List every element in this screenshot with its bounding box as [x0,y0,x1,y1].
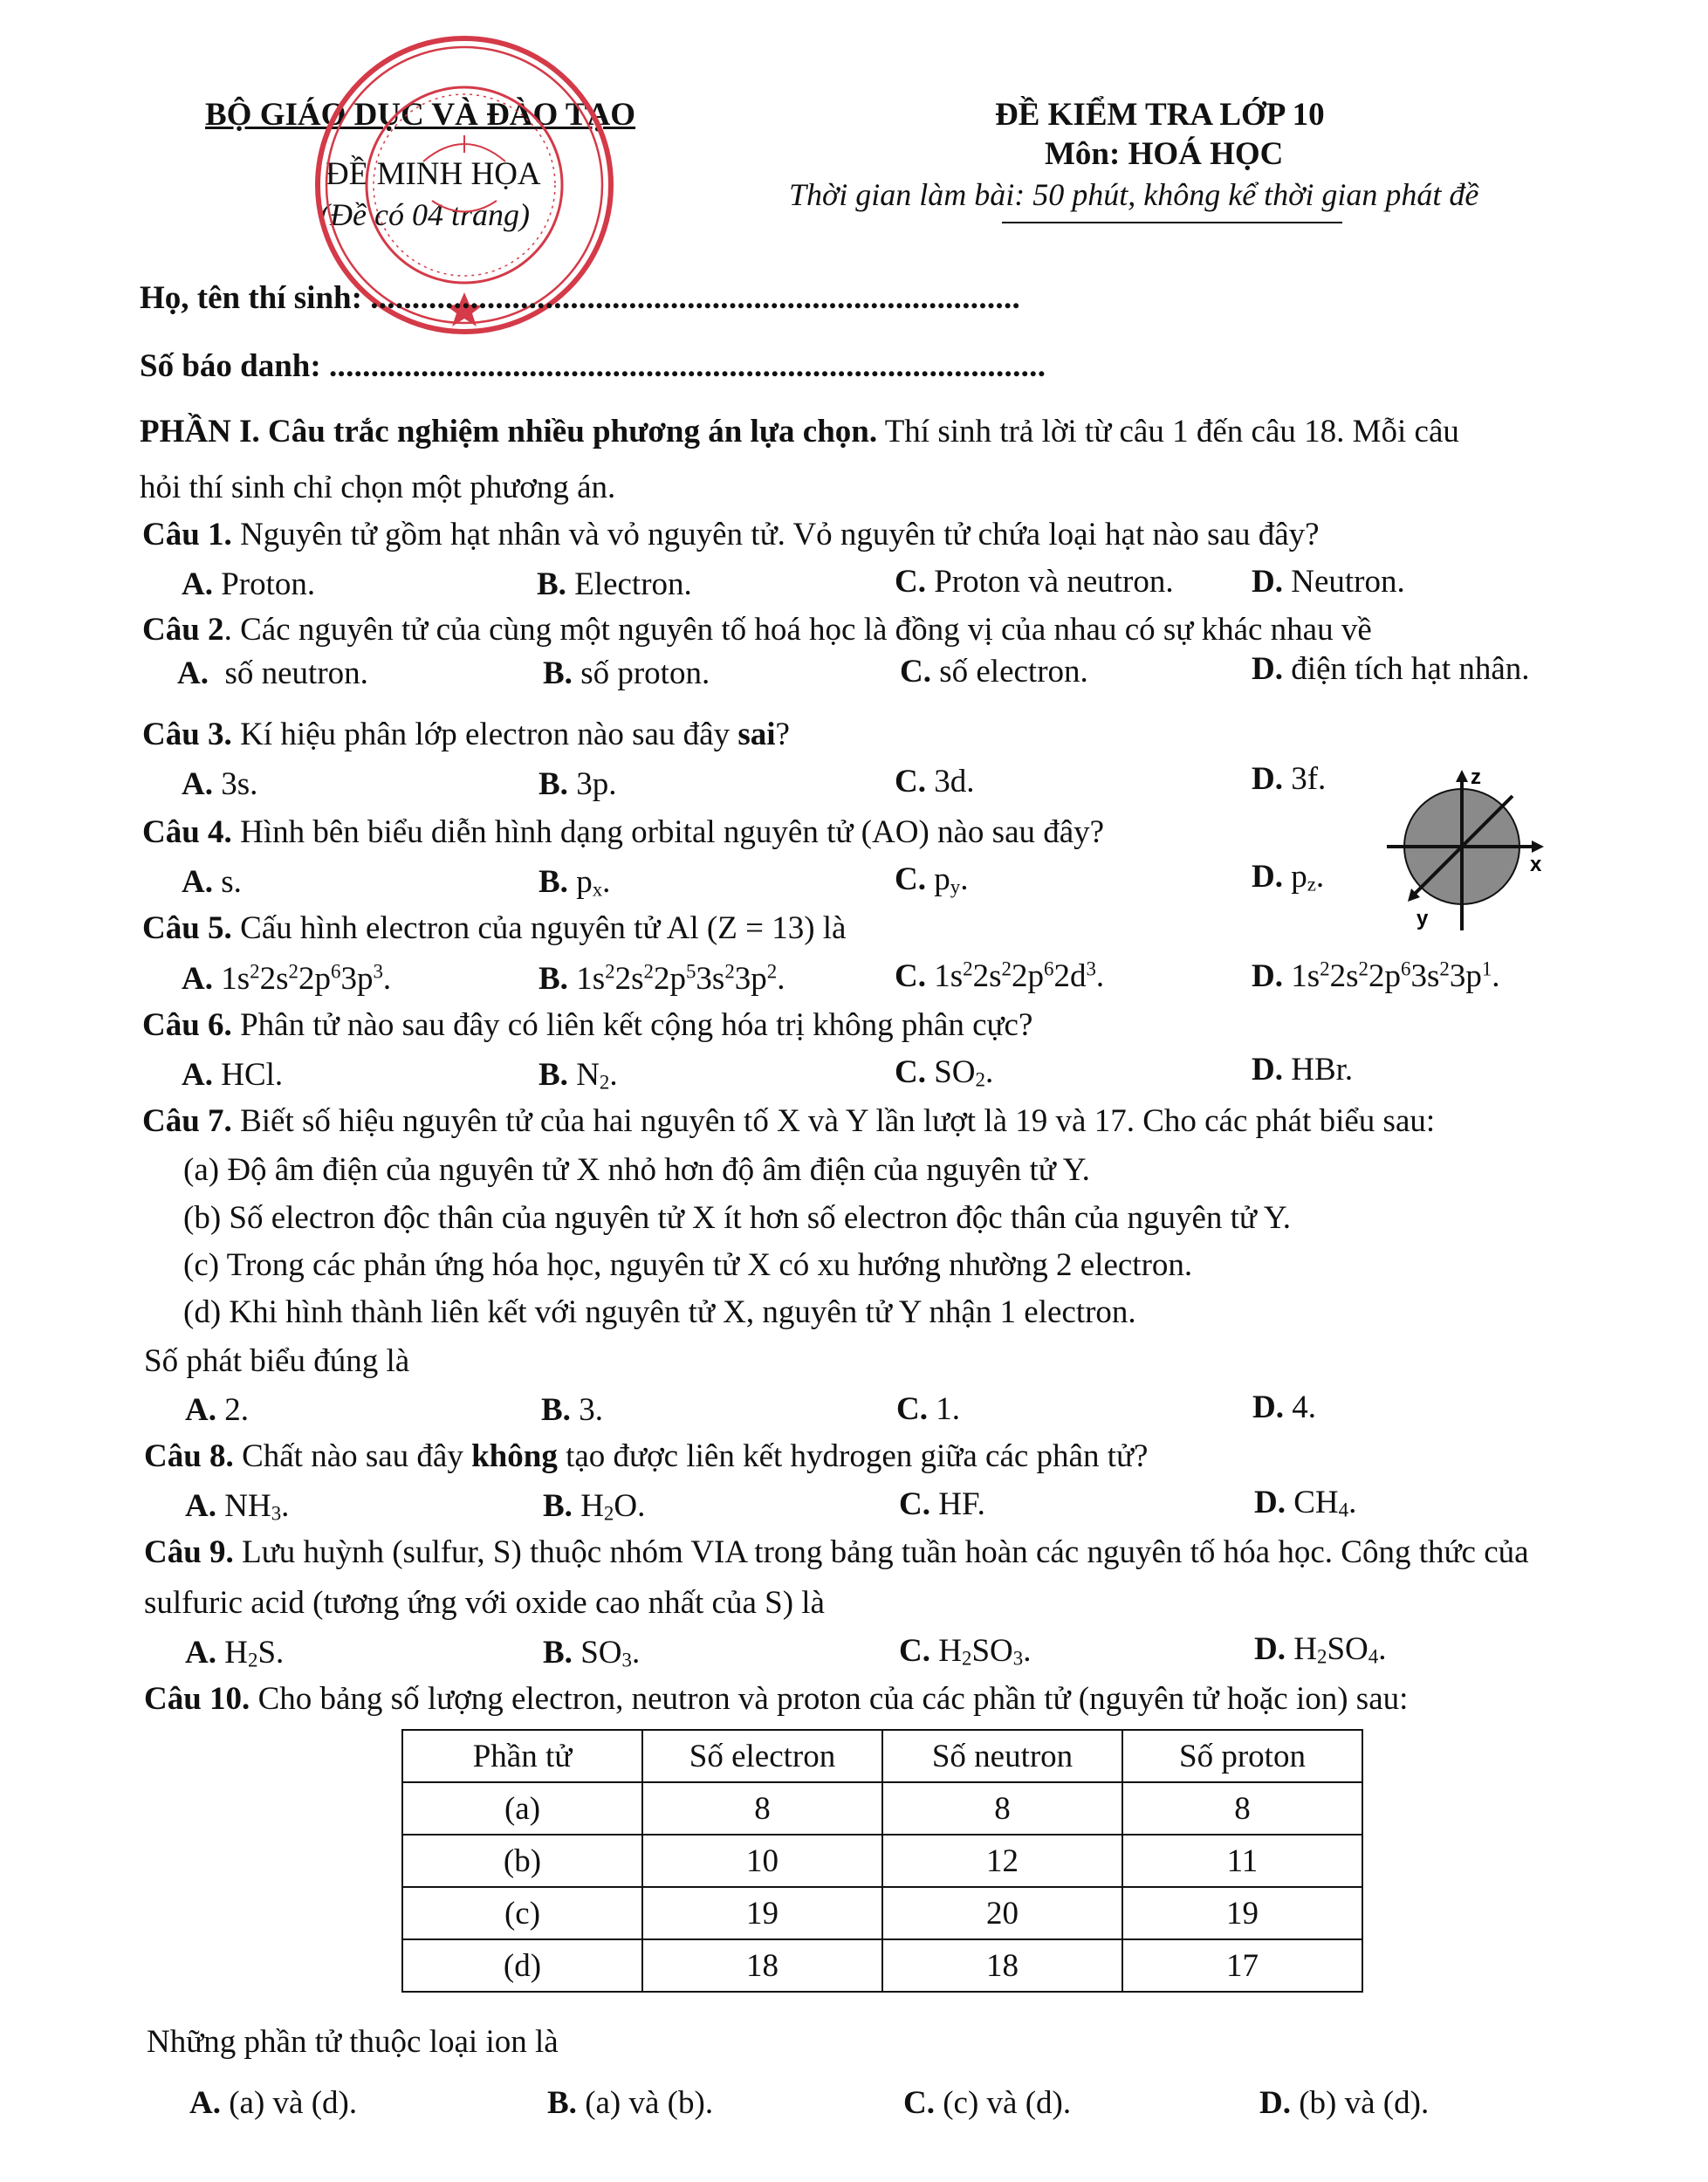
part1-title: PHẦN I. Câu trắc nghiệm nhiều phương án lựa chọn. [140,414,878,449]
q7-option-a[interactable]: A. 2. [185,1392,249,1428]
q6-option-a[interactable]: A. HCl. [182,1057,284,1093]
q4-stem [142,813,1104,851]
table-cell: 18 [642,1939,882,1992]
student-id-row [140,347,1046,385]
q1-stem [142,516,1320,553]
q5-option-d[interactable]: D. $1s^22s^22p^63s^23p^1$. [1252,957,1500,994]
q4-option-c[interactable]: C. $p_y$. [895,861,969,898]
q7-number: Câu 7. [142,1103,232,1139]
table-row [402,1835,1362,1887]
q1-text: Nguyên tử gồm hạt nhân và vỏ nguyên tử. Vỏ nguyên tử chứa loại hạt nào sau đây? [231,517,1320,552]
exam-title: ĐỀ KIỂM TRA LỚP 10 [995,97,1325,133]
q7-option-d[interactable]: D. 4. [1252,1389,1316,1425]
x-arrow-icon [1532,841,1544,853]
q7-option-c[interactable]: C. 1. [896,1391,960,1427]
q10-option-b[interactable]: B. (a) và (b). [547,2085,714,2121]
q9-option-a[interactable]: A. $H_2S$. [185,1635,285,1671]
table-cell: (b) [402,1835,642,1887]
q8-option-a[interactable]: A. $NH_3$. [185,1488,290,1525]
table-cell: (c) [402,1887,642,1939]
q10-option-c[interactable]: C. (c) và (d). [903,2085,1072,2121]
q1-option-a[interactable]: A. Proton. [182,566,316,602]
q8-stem: Câu 8. Chất nào sau đây không tạo được liên kết hydrogen giữa các phân tử? [144,1438,1149,1474]
table-cell: 20 [882,1887,1122,1939]
q3-option-b[interactable]: B. 3p. [538,766,617,802]
q2-option-c[interactable]: C. số electron. [900,654,1088,690]
table-cell: (d) [402,1939,642,1992]
table-cell: 19 [642,1887,882,1939]
table-cell: 10 [642,1835,882,1887]
q6-option-d[interactable]: D. HBr. [1252,1052,1354,1088]
q7-option-b[interactable]: B. 3. [541,1392,603,1428]
subject: Môn: HOÁ HỌC [1045,136,1284,172]
q7-statement-a: (a) Độ âm điện của nguyên tử X nhỏ hơn độ âm điện của nguyên tử Y. [183,1152,1090,1188]
table-cell: 11 [1122,1835,1362,1887]
q7-statement-d: (d) Khi hình thành liên kết với nguyên tử X, nguyên tử Y nhận 1 electron. [183,1294,1136,1330]
table-cell: 18 [882,1939,1122,1992]
seal-emblem-icon [423,135,505,212]
q7-statement-b: (b) Số electron độc thân của nguyên tử X ít hơn số electron độc thân của nguyên tử Y. [183,1200,1292,1236]
part1-heading [140,413,1459,450]
q9-stem [144,1534,1529,1571]
q6-stem [142,1006,1032,1044]
table-row [402,1782,1362,1835]
y-label: y [1416,907,1429,930]
q10-number: Câu 10. [144,1681,250,1717]
table-cell: 19 [1122,1887,1362,1939]
table-cell: 17 [1122,1939,1362,1992]
table-row [402,1939,1362,1992]
q8-option-d[interactable]: D. $CH_4$. [1254,1485,1357,1521]
q5-option-a[interactable]: A. $1s^22s^22p^63p^3$. [182,960,392,997]
q9-option-b[interactable]: B. $SO_3$. [543,1635,641,1671]
q10-option-d[interactable]: D. (b) và (d). [1259,2085,1430,2121]
table-cell: 8 [1122,1782,1362,1835]
q8-option-b[interactable]: B. $H_2O$. [543,1488,646,1525]
q1-option-d[interactable]: D. Neutron. [1252,564,1405,600]
q3-option-a[interactable]: A. 3s. [182,766,258,802]
q5-text: Cấu hình electron của nguyên tử Al (Z = 13) là [231,910,847,946]
q6-text: Phân tử nào sau đây có liên kết cộng hóa trị không phân cực? [231,1007,1033,1043]
x-label: x [1530,853,1542,876]
q9-number: Câu 9. [144,1534,234,1570]
q6-number: Câu 6. [142,1007,232,1043]
q6-option-b[interactable]: B. $N_2$. [538,1057,618,1094]
part1-instruction: Thí sinh trả lời từ câu 1 đến câu 18. Mỗi câu [877,414,1459,449]
q2-text: . Các nguyên tử của cùng một nguyên tố hoá học là đồng vị của nhau có sự khác nhau về [223,612,1372,648]
q4-text: Hình bên biểu diễn hình dạng orbital nguyên tử (AO) nào sau đây? [231,814,1105,850]
student-name-field[interactable]: .............................................................................. [370,280,1021,316]
table-header: Số neutron [882,1730,1122,1782]
table-cell: 12 [882,1835,1122,1887]
q4-number: Câu 4. [142,814,232,850]
q10-option-a[interactable]: A. (a) và (d). [189,2085,358,2121]
ministry-title: BỘ GIÁO DỤC VÀ ĐÀO TẠO [205,97,636,133]
q1-option-b[interactable]: B. Electron. [537,566,692,602]
q7-text: Biết số hiệu nguyên tử của hai nguyên tố X và Y lần lượt là 19 và 17. Cho các phát biểu sau: [231,1103,1436,1139]
q8-emphasis: không [471,1438,558,1474]
table-header: Phần tử [402,1730,642,1782]
table-header: Số electron [642,1730,882,1782]
q2-option-b[interactable]: B. số proton. [543,655,710,691]
pz-orbital-figure [1382,766,1556,941]
q3-option-c[interactable]: C. 3d. [895,764,975,799]
header-divider [1002,222,1342,223]
q1-number: Câu 1. [142,517,232,552]
q8-number: Câu 8. [144,1438,234,1474]
q7-question: Số phát biểu đúng là [144,1343,410,1379]
student-name-row [140,279,1020,317]
q5-stem [142,909,846,947]
q3-number: Câu 3. [142,717,232,752]
z-label: z [1471,766,1481,789]
table-header: Số proton [1122,1730,1362,1782]
q7-statement-c: (c) Trong các phản ứng hóa học, nguyên tử X có xu hướng nhường 2 electron. [183,1247,1193,1283]
q10-question: Những phần tử thuộc loại ion là [147,2024,559,2060]
table-row [402,1887,1362,1939]
part1-instruction-cont: hỏi thí sinh chỉ chọn một phương án. [140,470,616,505]
table-cell: 8 [642,1782,882,1835]
q2-number: Câu 2 [142,612,224,648]
q8-option-c[interactable]: C. HF. [899,1486,985,1522]
q9-text: Lưu huỳnh (sulfur, S) thuộc nhóm VIA trong bảng tuần hoàn các nguyên tố hóa học. Công thức của [233,1534,1529,1570]
z-arrow-icon [1456,770,1468,782]
de-type: ĐỀ MINH HỌA [326,156,541,192]
q2-option-a[interactable]: A. số neutron. [177,655,368,691]
q3-emphasis: sai [737,717,776,752]
q7-stem [142,1102,1435,1140]
student-name-label: Họ, tên thí sinh: [140,280,362,316]
student-id-label: Số báo danh: [140,348,321,384]
q6-option-c[interactable]: C. $SO_2$. [895,1054,994,1091]
q2-option-d[interactable]: D. điện tích hạt nhân. [1252,651,1530,687]
q1-option-c[interactable]: C. Proton và neutron. [895,564,1174,600]
q9-stem-cont: sulfuric acid (tương ứng với oxide cao nhất của S) là [144,1585,825,1621]
q9-option-c[interactable]: C. $H_2SO_3$. [899,1633,1032,1670]
table-cell: (a) [402,1782,642,1835]
q9-option-d[interactable]: D. $H_2SO_4$. [1254,1631,1387,1668]
q5-option-c[interactable]: C. $1s^22s^22p^62d^3$. [895,957,1105,994]
student-id-field[interactable]: ...................................................................................... [328,348,1046,384]
q10-stem [144,1680,1408,1718]
q4-option-a[interactable]: A. s. [182,864,242,900]
particle-table [401,1729,1363,1993]
q3-stem: Câu 3. Kí hiệu phân lớp electron nào sau đây sai? [142,717,790,752]
pages-note: (Đề có 04 trang) [319,197,530,232]
q10-text: Cho bảng số lượng electron, neutron và proton của các phần tử (nguyên tử hoặc ion) sau: [250,1681,1409,1717]
q4-option-b[interactable]: B. $p_x$. [538,864,611,901]
q3-option-d[interactable]: D. 3f. [1252,761,1327,797]
table-header-row [402,1730,1362,1782]
table-cell: 8 [882,1782,1122,1835]
q4-option-d[interactable]: D. $p_z$. [1252,859,1325,895]
q5-option-b[interactable]: B. $1s^22s^22p^53s^23p^2$. [538,960,785,997]
exam-time: Thời gian làm bài: 50 phút, không kể thời gian phát đề [789,177,1479,212]
q2-stem [142,611,1372,648]
q5-number: Câu 5. [142,910,232,946]
